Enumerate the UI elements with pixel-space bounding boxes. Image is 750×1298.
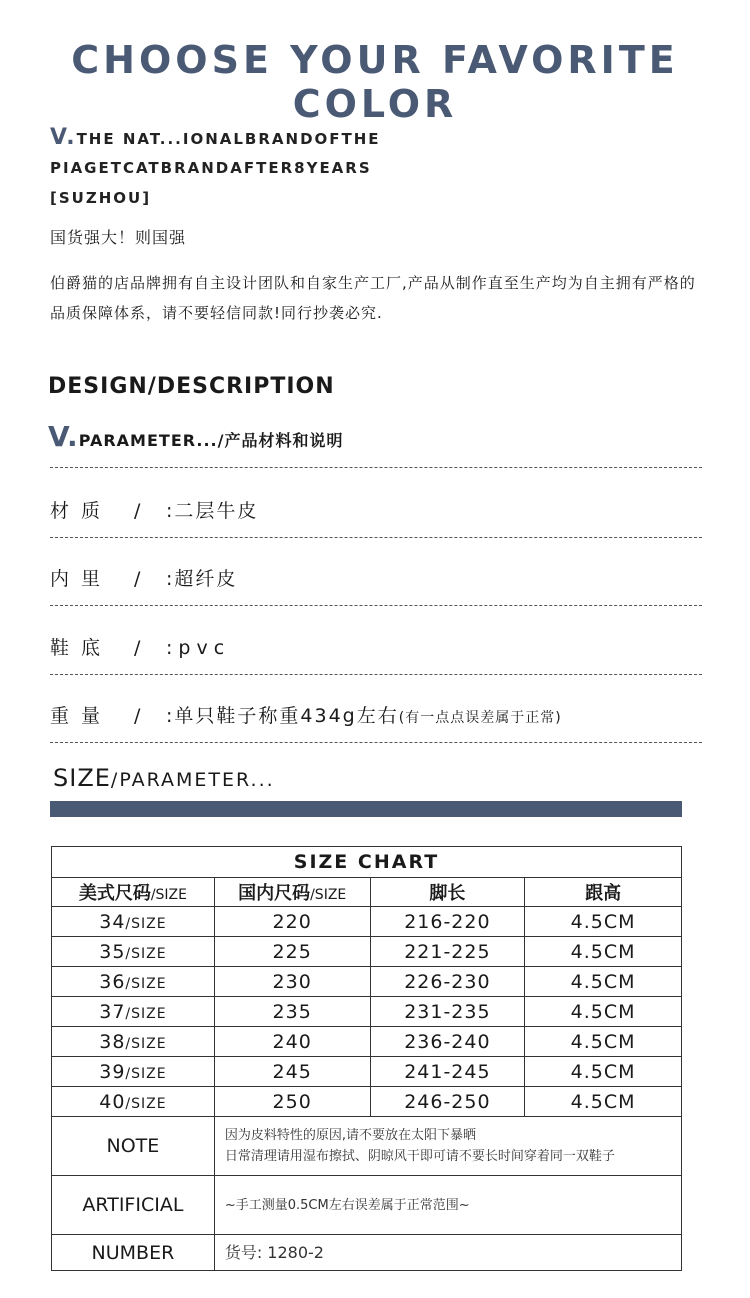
foot-length-cell: 221-225 [370,937,525,967]
heel-height-cell: 4.5CM [525,1087,682,1117]
us-size-cell: 37/SIZE [52,997,215,1027]
property-sep: / [134,637,143,659]
size-title-main: SIZE [53,764,111,792]
heel-height-cell: 4.5CM [525,967,682,997]
us-size-cell: 35/SIZE [52,937,215,967]
foot-length-cell: 231-235 [370,997,525,1027]
size-chart-title: SIZE CHART [52,847,682,878]
divider [50,605,702,606]
cn-size-cell: 225 [214,937,370,967]
parameter-v-mark: V. [48,420,79,453]
cn-size-cell: 230 [214,967,370,997]
header-us-size: 美式尺码/SIZE [52,878,215,907]
header-cn-size: 国内尺码/SIZE [214,878,370,907]
table-row [52,937,682,967]
note-text [214,1117,681,1176]
us-size-cell: 36/SIZE [52,967,215,997]
property-key: 鞋底 [50,637,113,659]
heel-height-cell: 4.5CM [525,1057,682,1087]
property-weight [50,701,562,728]
property-note: (有一点点误差属于正常) [398,710,562,726]
header-foot-length: 脚长 [370,878,525,907]
brand-line-1 [50,125,381,150]
divider [50,467,702,468]
artificial-row [52,1176,682,1235]
artificial-label: ARTIFICIAL [52,1176,215,1235]
table-row [52,1057,682,1087]
note-row [52,1117,682,1176]
table-row [52,1087,682,1117]
brand-description: 伯爵猫的店品牌拥有自主设计团队和自家生产工厂,产品从制作直至生产均为自主拥有严格的品质保障体系，请不要轻信同款!同行抄袭必究. [50,274,696,322]
number-row [52,1235,682,1271]
foot-length-cell: 236-240 [370,1027,525,1057]
page-headline: CHOOSE YOUR FAVORITE COLOR [71,38,679,126]
property-key: 内里 [50,568,113,590]
property-value: :二层牛皮 [166,500,259,522]
accent-bar [50,801,682,817]
size-section-title [53,764,275,792]
table-row [52,1027,682,1057]
us-size-cell: 40/SIZE [52,1087,215,1117]
number-text: 货号: 1280-2 [214,1235,681,1271]
size-chart-table [51,846,682,1271]
property-value: :超纤皮 [166,568,238,590]
brand-slogan: 国货强大！则国强 [50,228,187,247]
us-size-cell: 38/SIZE [52,1027,215,1057]
note-line-2: 日常清理请用湿布擦拭、阴晾风干即可请不要长时间穿着同一双鞋子 [224,1149,615,1164]
cn-size-cell: 235 [214,997,370,1027]
heel-height-cell: 4.5CM [525,907,682,937]
property-key: 重量 [50,705,113,727]
brand-line-3: [SUZHOU] [50,189,152,207]
cn-size-cell: 250 [214,1087,370,1117]
size-title-sub: /PARAMETER... [110,769,275,791]
property-sole [50,633,230,660]
property-value: :pvc [166,637,231,659]
divider [50,742,702,743]
header-heel-height: 跟高 [525,878,682,907]
parameter-title [48,420,343,453]
foot-length-cell: 241-245 [370,1057,525,1087]
size-chart-header-row [52,878,682,907]
number-label: NUMBER [52,1235,215,1271]
property-sep: / [134,500,143,522]
artificial-text: ~手工测量0.5CM左右误差属于正常范围~ [214,1176,681,1235]
brand-line-1-text: THE NAT...IONALBRANDOFTHE [76,130,381,148]
table-row [52,907,682,937]
parameter-subtitle: PARAMETER.../产品材料和说明 [78,431,344,450]
heel-height-cell: 4.5CM [525,997,682,1027]
us-size-cell: 34/SIZE [52,907,215,937]
note-line-1: 因为皮料特性的原因,请不要放在太阳下暴晒 [224,1128,476,1143]
design-title: DESIGN/DESCRIPTION [48,374,335,399]
heel-height-cell: 4.5CM [525,1027,682,1057]
table-row [52,967,682,997]
brand-line-2: PIAGETCATBRANDAFTER8YEARS [50,159,372,177]
property-value: :单只鞋子称重434g左右 [166,705,399,727]
property-material [50,496,258,523]
divider [50,537,702,538]
foot-length-cell: 226-230 [370,967,525,997]
size-chart-title-row [52,847,682,878]
brand-v-mark: V. [50,125,77,150]
foot-length-cell: 246-250 [370,1087,525,1117]
table-row [52,997,682,1027]
property-lining [50,564,237,591]
property-sep: / [134,568,143,590]
foot-length-cell: 216-220 [370,907,525,937]
property-sep: / [134,705,143,727]
cn-size-cell: 245 [214,1057,370,1087]
note-label: NOTE [52,1117,215,1176]
property-key: 材质 [50,500,113,522]
divider [50,674,702,675]
heel-height-cell: 4.5CM [525,937,682,967]
cn-size-cell: 220 [214,907,370,937]
us-size-cell: 39/SIZE [52,1057,215,1087]
cn-size-cell: 240 [214,1027,370,1057]
